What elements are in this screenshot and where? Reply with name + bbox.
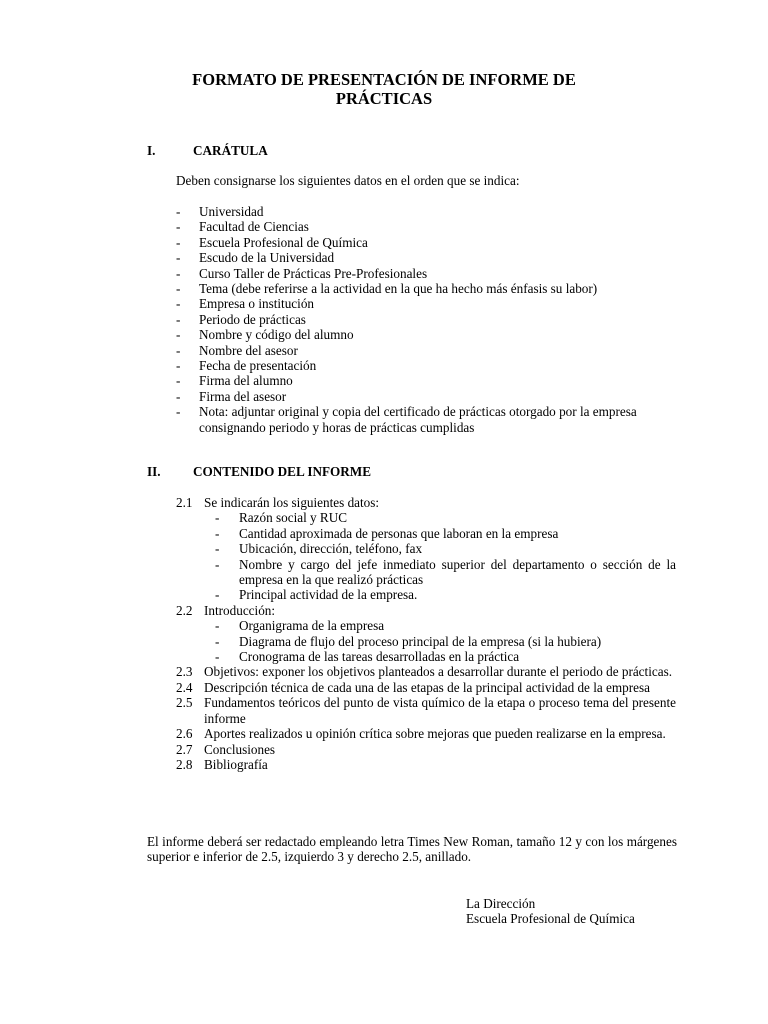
numbered-item-2-1: 2.1 Se indicarán los siguientes datos: - Razón social y RUC - Cantidad aproximada de personas que laboran en la empresa - Ubicación, dirección, teléfono, fax - Nombre y cargo del jefe inmediato superior del departamento o sección de la empresa en la que realizó prácticas - Principal actividad de la empresa.	[176, 495, 676, 603]
sub-list-2-1	[204, 510, 676, 602]
sub-list-item: - Nombre y cargo del jefe inmediato superior del departamento o sección de la empresa en la que realizó prácticas	[215, 556, 676, 588]
sub-list-item: - Cronograma de las tareas desarrolladas en la práctica	[215, 649, 520, 665]
list-item: - Tema (debe referirse a la actividad en la que ha hecho más énfasis su labor)	[176, 281, 598, 297]
list-item: - Firma del alumno	[176, 373, 293, 389]
signature-block	[466, 896, 635, 927]
signature-line-1: La Dirección	[466, 896, 536, 911]
numbered-item-2-4: 2.4 Descripción técnica de cada una de las etapas de la principal actividad de la empresa	[176, 679, 650, 695]
closing-paragraph: El informe deberá ser redactado empleando letra Times New Roman, tamaño 12 y con los márgenes superior e inferior de 2.5, izquierdo 3 y derecho 2.5, anillado.	[147, 834, 677, 865]
list-item: - Universidad	[176, 204, 264, 219]
section-1-heading	[147, 143, 268, 158]
numbered-item-2-7: 2.7 Conclusiones	[176, 741, 276, 757]
list-item: - Empresa o institución	[176, 296, 315, 312]
section-1-intro: Deben consignarse los siguientes datos en el orden que se indica:	[176, 173, 520, 188]
caratula-list	[176, 204, 676, 435]
list-item: - Escuela Profesional de Química	[176, 234, 368, 250]
section-2-number: II.	[147, 464, 161, 479]
list-item: - Escudo de la Universidad	[176, 250, 335, 266]
section-2-title: CONTENIDO DEL INFORME	[193, 464, 372, 479]
sub-list-2-2	[204, 618, 676, 664]
numbered-item-2-8: 2.8 Bibliografía	[176, 756, 268, 772]
list-item: - Nota: adjuntar original y copia del certificado de prácticas otorgado por la empresa consignando periodo y horas de prácticas cumplidas	[176, 404, 637, 435]
numbered-item-2-5: 2.5 Fundamentos teóricos del punto de vista químico de la etapa o proceso tema del presente informe	[176, 695, 676, 726]
list-item: - Curso Taller de Prácticas Pre-Profesionales	[176, 265, 428, 281]
title-line-2: PRÁCTICAS	[335, 89, 433, 108]
list-item: - Firma del asesor	[176, 388, 287, 404]
contenido-list	[176, 495, 676, 772]
sub-list-item: - Razón social y RUC	[215, 510, 348, 526]
numbered-item-2-2: 2.2 Introducción: - Organigrama de la empresa - Diagrama de flujo del proceso principal de la empresa (si la hubiera) - Cronograma de las tareas desarrolladas en la práctica	[176, 603, 676, 665]
list-item: - Periodo de prácticas	[176, 311, 306, 327]
document-title	[0, 70, 768, 108]
section-2-heading	[147, 464, 371, 479]
section-1-title: CARÁTULA	[193, 143, 268, 158]
signature-line-2: Escuela Profesional de Química	[466, 911, 635, 927]
sub-list-item: - Diagrama de flujo del proceso principal de la empresa (si la hubiera)	[215, 633, 602, 649]
list-item: - Nombre y código del alumno	[176, 327, 354, 343]
title-line-1: FORMATO DE PRESENTACIÓN DE INFORME DE	[192, 70, 576, 89]
numbered-item-2-3: 2.3 Objetivos: exponer los objetivos planteados a desarrollar durante el periodo de prácticas.	[176, 664, 673, 680]
list-item: - Fecha de presentación	[176, 358, 317, 374]
sub-list-item: - Cantidad aproximada de personas que laboran en la empresa	[215, 525, 559, 541]
sub-list-item: - Principal actividad de la empresa.	[215, 587, 418, 603]
numbered-item-2-6: 2.6 Aportes realizados u opinión crítica sobre mejoras que pueden realizarse en la empresa.	[176, 726, 666, 742]
section-1-number: I.	[147, 143, 156, 158]
list-item: - Nombre del asesor	[176, 342, 298, 358]
sub-list-item: - Organigrama de la empresa	[215, 618, 385, 634]
list-item: - Facultad de Ciencias	[176, 219, 309, 235]
sub-list-item: - Ubicación, dirección, teléfono, fax	[215, 541, 423, 557]
